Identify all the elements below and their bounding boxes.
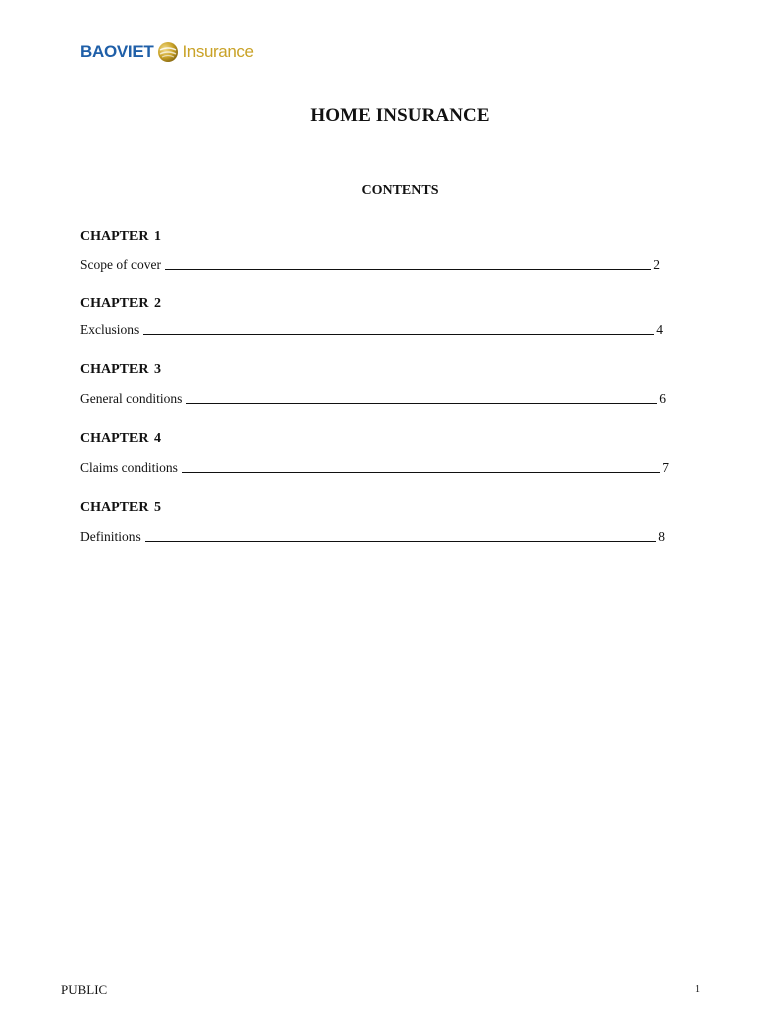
globe-icon [157, 41, 179, 63]
toc-page-number: 8 [658, 529, 665, 544]
toc-chapter-3-heading: CHAPTER 3 [80, 362, 161, 377]
contents-heading: CONTENTS [361, 183, 439, 198]
footer-page-number: 1 [695, 984, 700, 995]
document-title: HOME INSURANCE [310, 105, 490, 126]
toc-leader-line [182, 471, 660, 473]
footer-classification: PUBLIC [61, 982, 108, 997]
company-logo [80, 38, 254, 66]
toc-entry-title: Claims conditions [80, 460, 178, 475]
toc-page-number: 7 [662, 460, 669, 475]
toc-chapter-5-heading: CHAPTER 5 [80, 500, 161, 515]
toc-page-number: 2 [653, 257, 660, 272]
toc-entry-4[interactable] [80, 458, 669, 476]
toc-entry-title: Definitions [80, 529, 141, 544]
toc-entry-5[interactable] [80, 527, 665, 545]
toc-leader-line [145, 540, 657, 542]
logo-brand-text: BAOVIET [80, 42, 154, 61]
toc-entry-1[interactable] [80, 255, 660, 273]
toc-leader-line [165, 268, 651, 270]
toc-entry-3[interactable] [80, 389, 666, 407]
toc-entry-title: General conditions [80, 391, 183, 406]
logo-product-text: Insurance [182, 42, 254, 61]
toc-page-number: 6 [659, 391, 666, 406]
toc-entry-title: Exclusions [80, 322, 140, 337]
toc-page-number: 4 [656, 322, 663, 337]
toc-entry-2[interactable] [80, 320, 663, 338]
toc-leader-line [186, 402, 657, 404]
toc-entry-title: Scope of cover [80, 257, 161, 272]
toc-leader-line [143, 333, 654, 335]
toc-chapter-1-heading: CHAPTER 1 [80, 229, 161, 244]
toc-chapter-4-heading: CHAPTER 4 [80, 431, 161, 446]
toc-chapter-2-heading: CHAPTER 2 [80, 296, 161, 311]
